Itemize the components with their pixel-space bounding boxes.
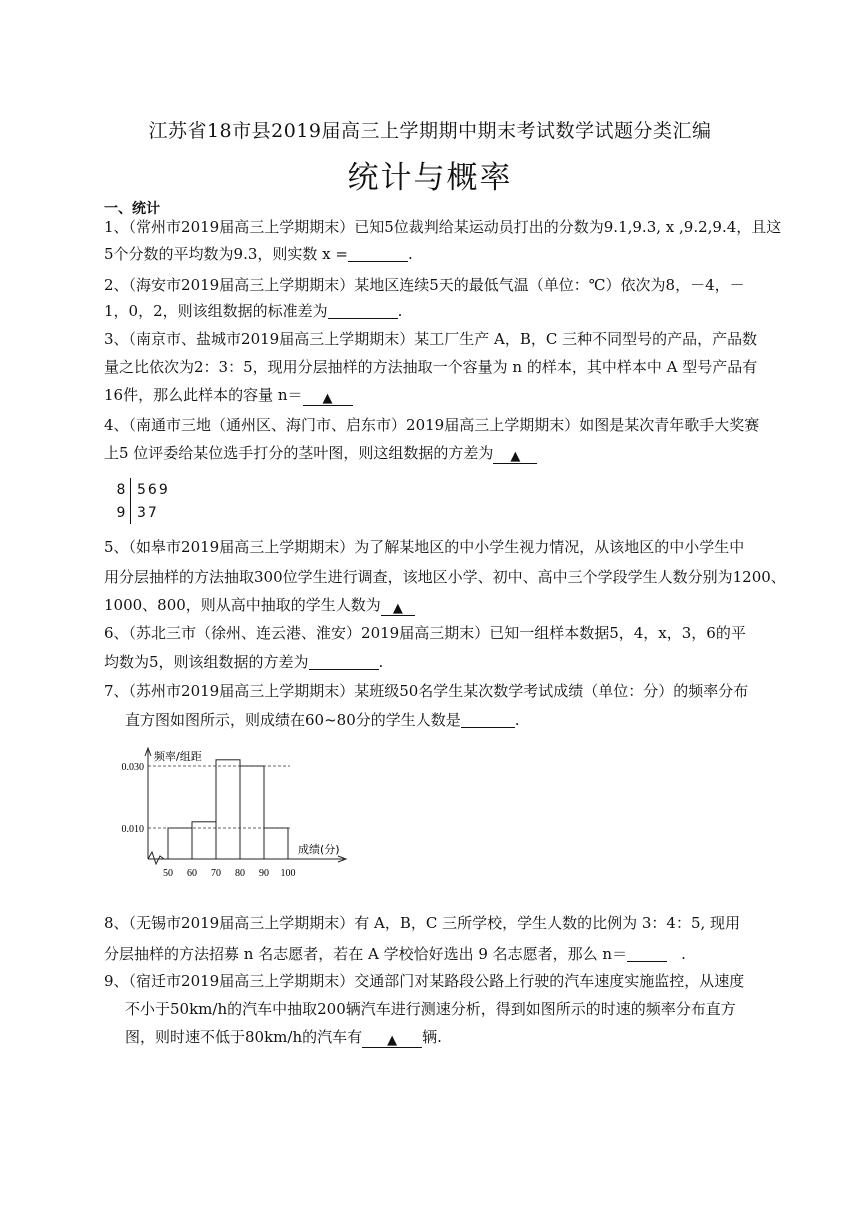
q4-answer-triangle: ▲	[493, 450, 537, 464]
q6-line2	[104, 654, 383, 670]
histogram-bar	[168, 828, 192, 859]
histogram-guides	[148, 766, 290, 828]
q1-line2-text: 5个分数的平均数为9.3，则实数 x =	[104, 245, 348, 263]
q9-answer-triangle: ▲	[362, 1034, 422, 1048]
q5-line1: 5、（如皋市2019届高三上学期期末）为了解某地区的中小学生视力情况，从该地区的中小学生中	[104, 538, 745, 556]
q5-answer-triangle: ▲	[381, 602, 415, 616]
stem-row	[116, 501, 170, 524]
q6-answer-blank	[309, 654, 379, 670]
x-tick-label: 50	[163, 868, 173, 879]
q5-line3-text: 1000、800，则从高中抽取的学生人数为	[104, 596, 381, 614]
x-tick-label: 90	[259, 868, 269, 879]
stem-leaf-plot	[116, 478, 170, 524]
q9-line1: 9、（宿迁市2019届高三上学期期末）交通部门对某路段公路上行驶的汽车速度实施监控，从速度	[104, 972, 745, 990]
y-tick-label: 0.030	[121, 762, 144, 773]
q1-line1: 1、（常州市2019届高三上学期期末）已知5位裁判给某运动员打出的分数为9.1,9.3, x ,9.2,9.4，且这	[104, 218, 782, 236]
q8-line2-end: .	[681, 945, 686, 963]
q2-line2	[104, 303, 402, 319]
q4-line2	[104, 446, 537, 464]
q7-line1: 7、（苏州市2019届高三上学期期末）某班级50名学生某次数学考试成绩（单位：分）的频率分布	[104, 682, 749, 700]
stem-divider	[130, 501, 131, 524]
q2-line2-end: .	[397, 302, 403, 320]
document-title: 江苏省18市县2019届高三上学期期中期末考试数学试题分类汇编	[148, 120, 712, 142]
q7-line2	[125, 712, 520, 728]
stem-value: 9	[116, 504, 126, 521]
q1-line2	[104, 246, 413, 262]
q7-answer-blank	[461, 712, 515, 728]
q9-line2: 不小于50km/h的汽车中抽取200辆汽车进行测速分析，得到如图所示的时速的频率分布直方	[125, 1000, 736, 1018]
q6-line1: 6、（苏北三市（徐州、连云港、淮安）2019届高三期末）已知一组样本数据5，4，x，3，6的平	[104, 624, 746, 642]
q9-line3	[125, 1030, 442, 1048]
q1-line2-end: .	[407, 245, 413, 263]
q9-line3-end: 辆.	[422, 1028, 442, 1046]
leaf-values: 37	[137, 504, 159, 521]
x-tick-label: 100	[280, 868, 296, 879]
q3-line3-text: 16件，那么此样本的容量 n＝	[104, 386, 303, 404]
q3-line3	[104, 388, 353, 406]
q6-line2-text: 均数为5，则该组数据的方差为	[104, 653, 309, 671]
q1-answer-blank	[348, 246, 408, 262]
q4-line1: 4、（南通市三地（通州区、海门市、启东市）2019届高三上学期期末）如图是某次青年歌手大奖赛	[104, 416, 760, 434]
q8-line2-text: 分层抽样的方法招募 n 名志愿者，若在 A 学校恰好选出 9 名志愿者，那么 n＝	[104, 945, 628, 963]
q3-line2: 量之比依次为2：3：5，现用分层抽样的方法抽取一个容量为 n 的样本，其中样本中 A 型号产品有	[104, 358, 758, 376]
stem-divider	[130, 478, 131, 501]
histogram-bar	[216, 760, 240, 859]
frequency-histogram	[108, 738, 368, 898]
x-tick-label: 60	[187, 868, 197, 879]
axis-break-mark	[148, 852, 164, 864]
q9-line3-text: 图，则时速不低于80km/h的汽车有	[125, 1028, 363, 1046]
histogram-bar	[240, 766, 264, 859]
x-axis-title: 成绩(分)	[298, 843, 340, 856]
stem-row	[116, 478, 170, 501]
q2-answer-blank	[328, 303, 398, 319]
histogram-bar	[264, 828, 288, 859]
q7-line2-end: .	[514, 711, 520, 729]
histogram-bars	[168, 760, 288, 859]
q7-line2-text: 直方图如图所示，则成绩在60~80分的学生人数是	[125, 711, 461, 729]
stem-value: 8	[116, 481, 126, 498]
q8-line2	[104, 946, 686, 962]
histogram-bar	[192, 822, 216, 859]
q2-line1: 2、（海安市2019届高三上学期期末）某地区连续5天的最低气温（单位：℃）依次为8，－4，－	[104, 276, 745, 294]
y-axis-title: 频率/组距	[154, 750, 202, 763]
q2-line2-text: 1，0，2，则该组数据的标准差为	[104, 302, 328, 320]
q8-line1: 8、（无锡市2019届高三上学期期末）有 A，B，C 三所学校，学生人数的比例为 3：4：5, 现用	[104, 914, 741, 932]
q3-line1: 3、（南京市、盐城市2019届高三上学期期末）某工厂生产 A，B，C 三种不同型号的产品，产品数	[104, 330, 758, 348]
y-tick-label: 0.010	[121, 824, 144, 835]
q8-answer-blank	[627, 946, 667, 962]
q5-line3	[104, 598, 415, 616]
q4-line2-text: 上5 位评委给某位选手打分的茎叶图，则这组数据的方差为	[104, 444, 494, 462]
q3-answer-triangle: ▲	[303, 392, 353, 406]
x-tick-label: 70	[211, 868, 221, 879]
document-subtitle: 统计与概率	[347, 160, 513, 196]
x-tick-label: 80	[235, 868, 245, 879]
q6-line2-end: .	[378, 653, 384, 671]
leaf-values: 569	[137, 481, 170, 498]
section-heading: 一、统计	[104, 201, 160, 217]
q5-line2: 用分层抽样的方法抽取300位学生进行调查，该地区小学、初中、高中三个学段学生人数分别为1200、	[104, 568, 786, 586]
